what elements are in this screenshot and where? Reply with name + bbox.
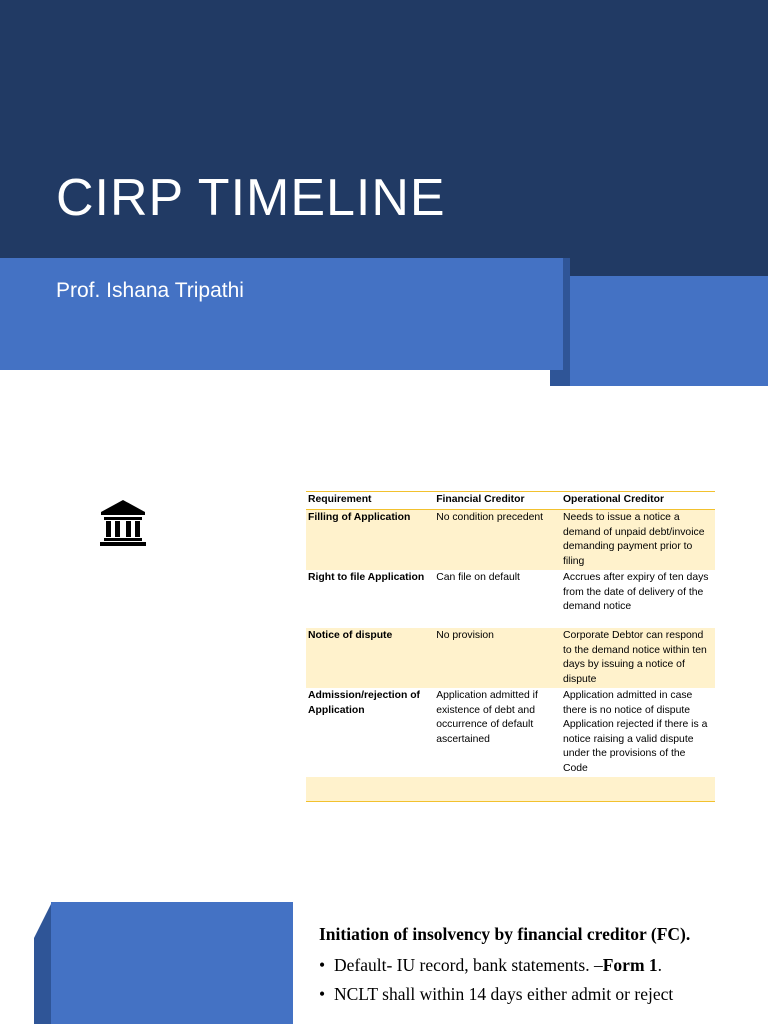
title-slide-dark-background: [0, 0, 768, 276]
list-item: [319, 951, 739, 980]
financial-creditor-cell: No condition precedent: [436, 512, 544, 523]
bullet-strong-text: Form 1: [602, 955, 658, 975]
requirement-cell: Admission/rejection of Application: [308, 690, 421, 716]
table-row: [306, 688, 715, 777]
requirement-cell: Filling of Application: [308, 512, 411, 523]
requirement-cell: Notice of dispute: [308, 630, 393, 641]
table-row: [306, 510, 715, 571]
bullet-trailing-text: .: [657, 955, 663, 975]
header-financial-creditor: Financial Creditor: [436, 494, 525, 505]
operational-creditor-cell: Needs to issue a notice a demand of unpaid debt/invoice demanding payment prior to filing: [562, 512, 705, 567]
bank-building-icon: [99, 500, 147, 546]
empty-cell: [561, 777, 715, 801]
financial-creditor-cell: Can file on default: [436, 572, 520, 583]
content-slide-fold-cut: [34, 902, 52, 938]
content-slide-text: [319, 924, 739, 1009]
empty-cell: [306, 777, 434, 801]
bullet-marker: •: [319, 984, 326, 1004]
operational-creditor-cell: Application admitted in case there is no notice of dispute Application rejected if there is a notice raising a valid dispute under the provisions of the Code: [562, 690, 708, 774]
creditor-comparison-table: [306, 491, 715, 802]
requirement-cell: Right to file Application: [308, 572, 425, 583]
operational-creditor-cell: Accrues after expiry of ten days from the date of delivery of the demand notice: [562, 572, 709, 612]
table-row: [306, 570, 715, 628]
title-slide-accent-block: [570, 276, 768, 386]
table-header-row: [306, 492, 715, 510]
content-slide-accent-block: [51, 902, 293, 1024]
slide-title: CIRP TIMELINE: [56, 169, 446, 227]
bullet-list: [319, 951, 739, 1009]
table-empty-row: [306, 777, 715, 801]
header-requirement: Requirement: [308, 494, 372, 505]
header-operational-creditor: Operational Creditor: [562, 494, 664, 505]
operational-creditor-cell: Corporate Debtor can respond to the demand notice within ten days by issuing a notice of dispute: [562, 630, 707, 685]
subtitle-band: [0, 258, 563, 370]
financial-creditor-cell: No provision: [436, 630, 494, 641]
bullet-marker: •: [319, 955, 326, 975]
empty-cell: [434, 777, 561, 801]
financial-creditor-cell: Application admitted if existence of debt and occurrence of default ascertained: [436, 690, 538, 745]
bullet-text: Default- IU record, bank statements. –: [334, 955, 603, 975]
slide-subtitle: Prof. Ishana Tripathi: [56, 279, 244, 302]
table-row: [306, 628, 715, 688]
bullet-text: NCLT shall within 14 days either admit or reject: [334, 984, 674, 1004]
content-heading: Initiation of insolvency by financial creditor (FC).: [319, 924, 691, 944]
list-item: [319, 980, 739, 1009]
